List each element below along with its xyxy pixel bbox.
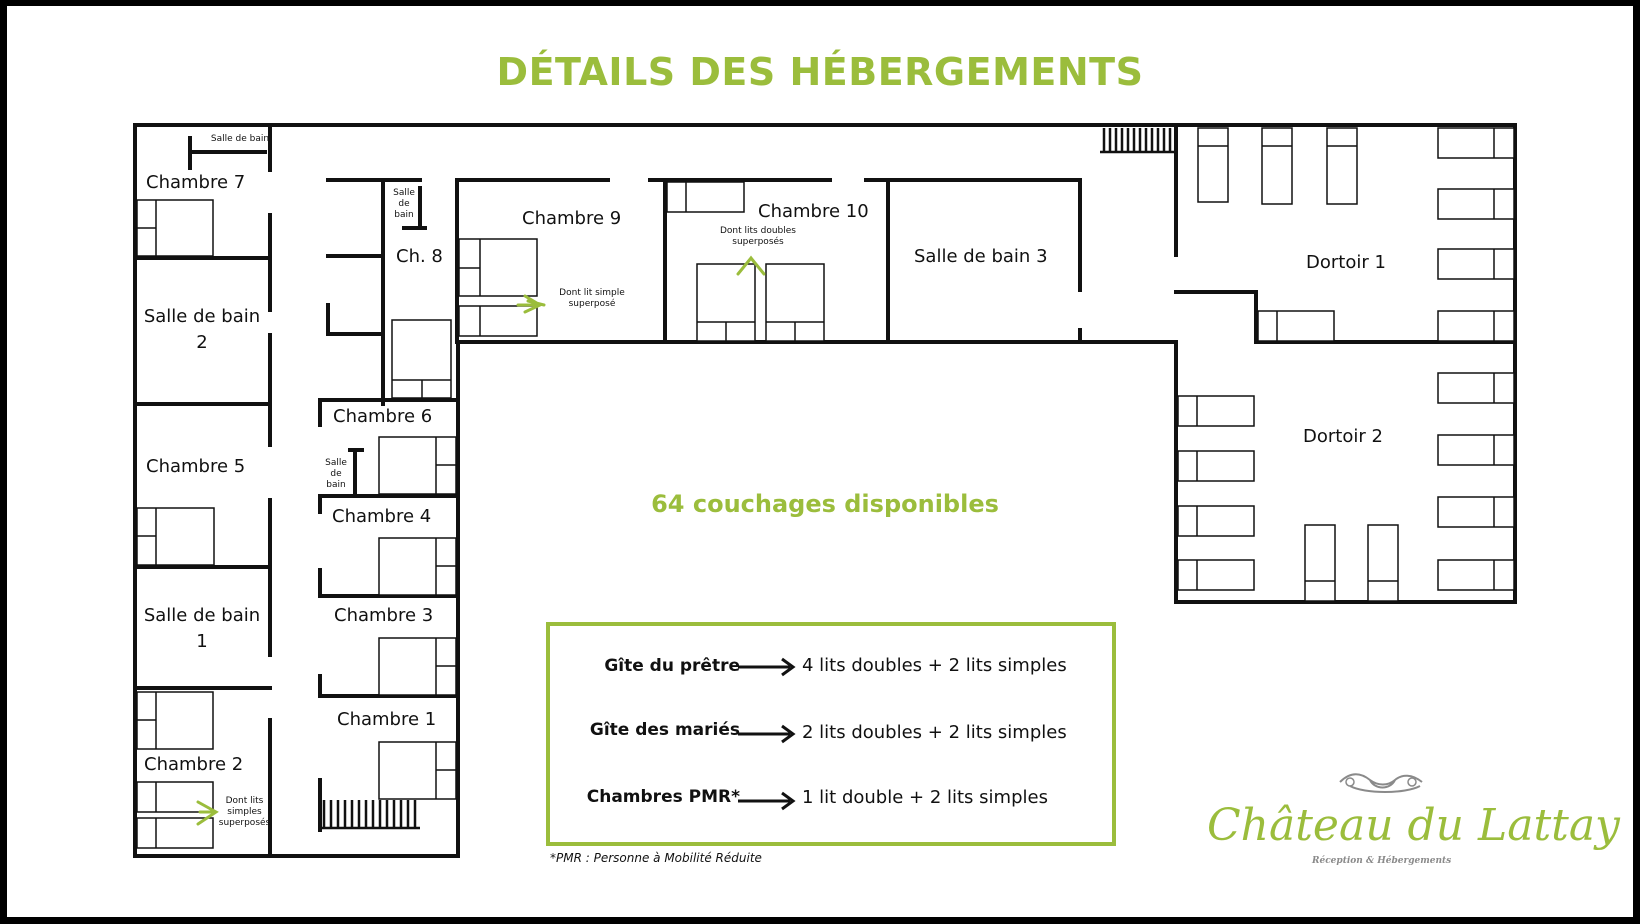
legend-value: 1 lit double + 2 lits simples (802, 787, 1048, 808)
logo-subtitle: Réception & Hébergements (1312, 856, 1452, 866)
room-chambre-5: Chambre 5 (146, 456, 246, 477)
room-sdb-3: Salle de bain 3 (914, 246, 1048, 267)
room-sdb-ch8: Salle de bain (393, 188, 415, 220)
note-chambre-9: Dont lit simple superposé (559, 288, 625, 309)
legend-row (550, 652, 1120, 682)
room-chambre-7: Chambre 7 (146, 172, 246, 193)
room-chambre-6: Chambre 6 (333, 406, 433, 427)
room-chambre-1: Chambre 1 (337, 709, 437, 730)
room-sdb-ch6: Salle de bain (325, 458, 347, 490)
room-chambre-3: Chambre 3 (334, 605, 434, 626)
arrow-right-icon (736, 786, 798, 816)
room-dortoir-2: Dortoir 2 (1303, 426, 1383, 447)
stairs-top (1100, 128, 1176, 152)
legend-value: 4 lits doubles + 2 lits simples (802, 655, 1067, 676)
page (7, 6, 1633, 917)
room-chambre-2: Chambre 2 (144, 754, 244, 775)
pmr-footnote: *PMR : Personne à Mobilité Réduite (550, 851, 762, 865)
legend-row (550, 786, 1120, 816)
arrow-right-icon (736, 652, 798, 682)
room-chambre-4: Chambre 4 (332, 506, 432, 527)
note-chambre-2: Dont lits simples superposés (218, 796, 271, 828)
arrow-right-icon (736, 719, 798, 749)
stairs-bottom (320, 800, 420, 828)
room-ch-8: Ch. 8 (396, 246, 443, 267)
room-chambre-9: Chambre 9 (522, 208, 622, 229)
capacity-text: 64 couchages disponibles (651, 490, 999, 518)
legend-value: 2 lits doubles + 2 lits simples (802, 722, 1067, 743)
legend-row (550, 719, 1120, 749)
room-sdb-1 (137, 603, 267, 655)
room-dortoir-1: Dortoir 1 (1306, 252, 1386, 273)
note-chambre-10: Dont lits doubles superposés (720, 226, 796, 247)
legend-name: Gîte du prêtre (604, 656, 740, 676)
legend-box (546, 622, 1116, 846)
room-sdb-1-label: Salle de bain 1 (143, 605, 261, 652)
logo-text: Château du Lattay (1207, 800, 1620, 851)
page-title: DÉTAILS DES HÉBERGEMENTS (496, 50, 1144, 94)
room-chambre-10: Chambre 10 (758, 201, 869, 222)
legend-name: Chambres PMR* (586, 787, 740, 807)
room-sdb-2 (137, 304, 267, 356)
room-sdb-top-small: Salle de bain (210, 134, 270, 144)
legend-name: Gîte des mariés (589, 720, 740, 740)
room-sdb-2-label: Salle de bain 2 (143, 306, 261, 353)
